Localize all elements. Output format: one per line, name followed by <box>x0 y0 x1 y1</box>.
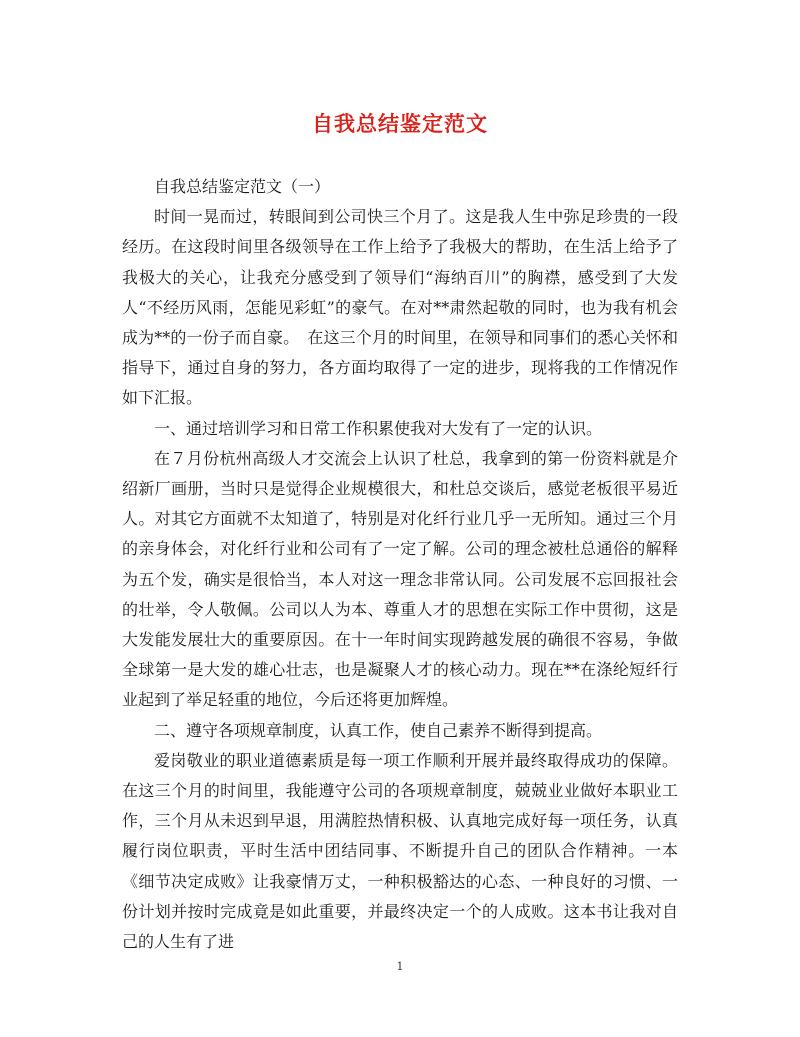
document-title: 自我总结鉴定范文 <box>312 111 488 136</box>
paragraph-intro: 时间一晃而过，转眼间到公司快三个月了。这是我人生中弥足珍贵的一段经历。在这段时间里各级领导在工作上给予了我极大的帮助，在生活上给予了我极大的关心，让我充分感受到了领导们“海纳百川”的胸襟，感受到了大发人“不经历风雨，怎能见彩虹”的豪气。在对**肃然起敬的同时，也为我有机会成为**的一份子而自豪。 在这三个月的时间里，在领导和同事们的悉心关怀和指导下，通过自身的努力，各方面均取得了一定的进步，现将我的工作情况作如下汇报。 <box>122 207 678 408</box>
paragraph-company-understanding: 在７月份杭州高级人才交流会上认识了杜总，我拿到的第一份资料就是介绍新厂画册，当时只是觉得企业规模很大，和杜总交谈后，感觉老板很平易近人。对其它方面就不太知道了，特别是对化纤行业几乎一无所知。通过三个月的亲身体会，对化纤行业和公司有了一定了解。公司的理念被杜总通俗的解释为五个发，确实是很恰当，本人对这一理念非常认同。公司发展不忘回报社会的壮举，令人敬佩。公司以人为本、尊重人才的思想在实际工作中贯彻，这是大发能发展壮大的重要原因。在十一年时间实现跨越发展的确很不容易，争做全球第一是大发的雄心壮志，也是凝聚人才的核心动力。现在**在涤纶短纤行业起到了举足轻重的地位，今后还将更加辉煌。 <box>122 448 678 710</box>
paragraph-work-ethic: 爱岗敬业的职业道德素质是每一项工作顺利开展并最终取得成功的保障。在这三个月的时间里，我能遵守公司的各项规章制度，兢兢业业做好本职业工作，三个月从未迟到早退，用满腔热情积极、认真地完成好每一项任务，认真履行岗位职责，平时生活中团结同事、不断提升自己的团队合作精神。一本《细节决定成败》让我豪情万丈，一种积极豁达的心态、一种良好的习惯、一份计划并按时完成竟是如此重要，并最终决定一个的人成败。这本书让我对自己的人生有了进 <box>122 750 678 952</box>
section-heading-part-one: 自我总结鉴定范文（一） <box>154 177 331 196</box>
document-body <box>122 172 678 957</box>
section-heading-one: 一、通过培训学习和日常工作积累使我对大发有了一定的认识。 <box>154 418 603 438</box>
page-number: 1 <box>396 960 404 973</box>
section-heading-two: 二、遵守各项规章制度，认真工作，使自己素养不断得到提高。 <box>154 720 603 740</box>
